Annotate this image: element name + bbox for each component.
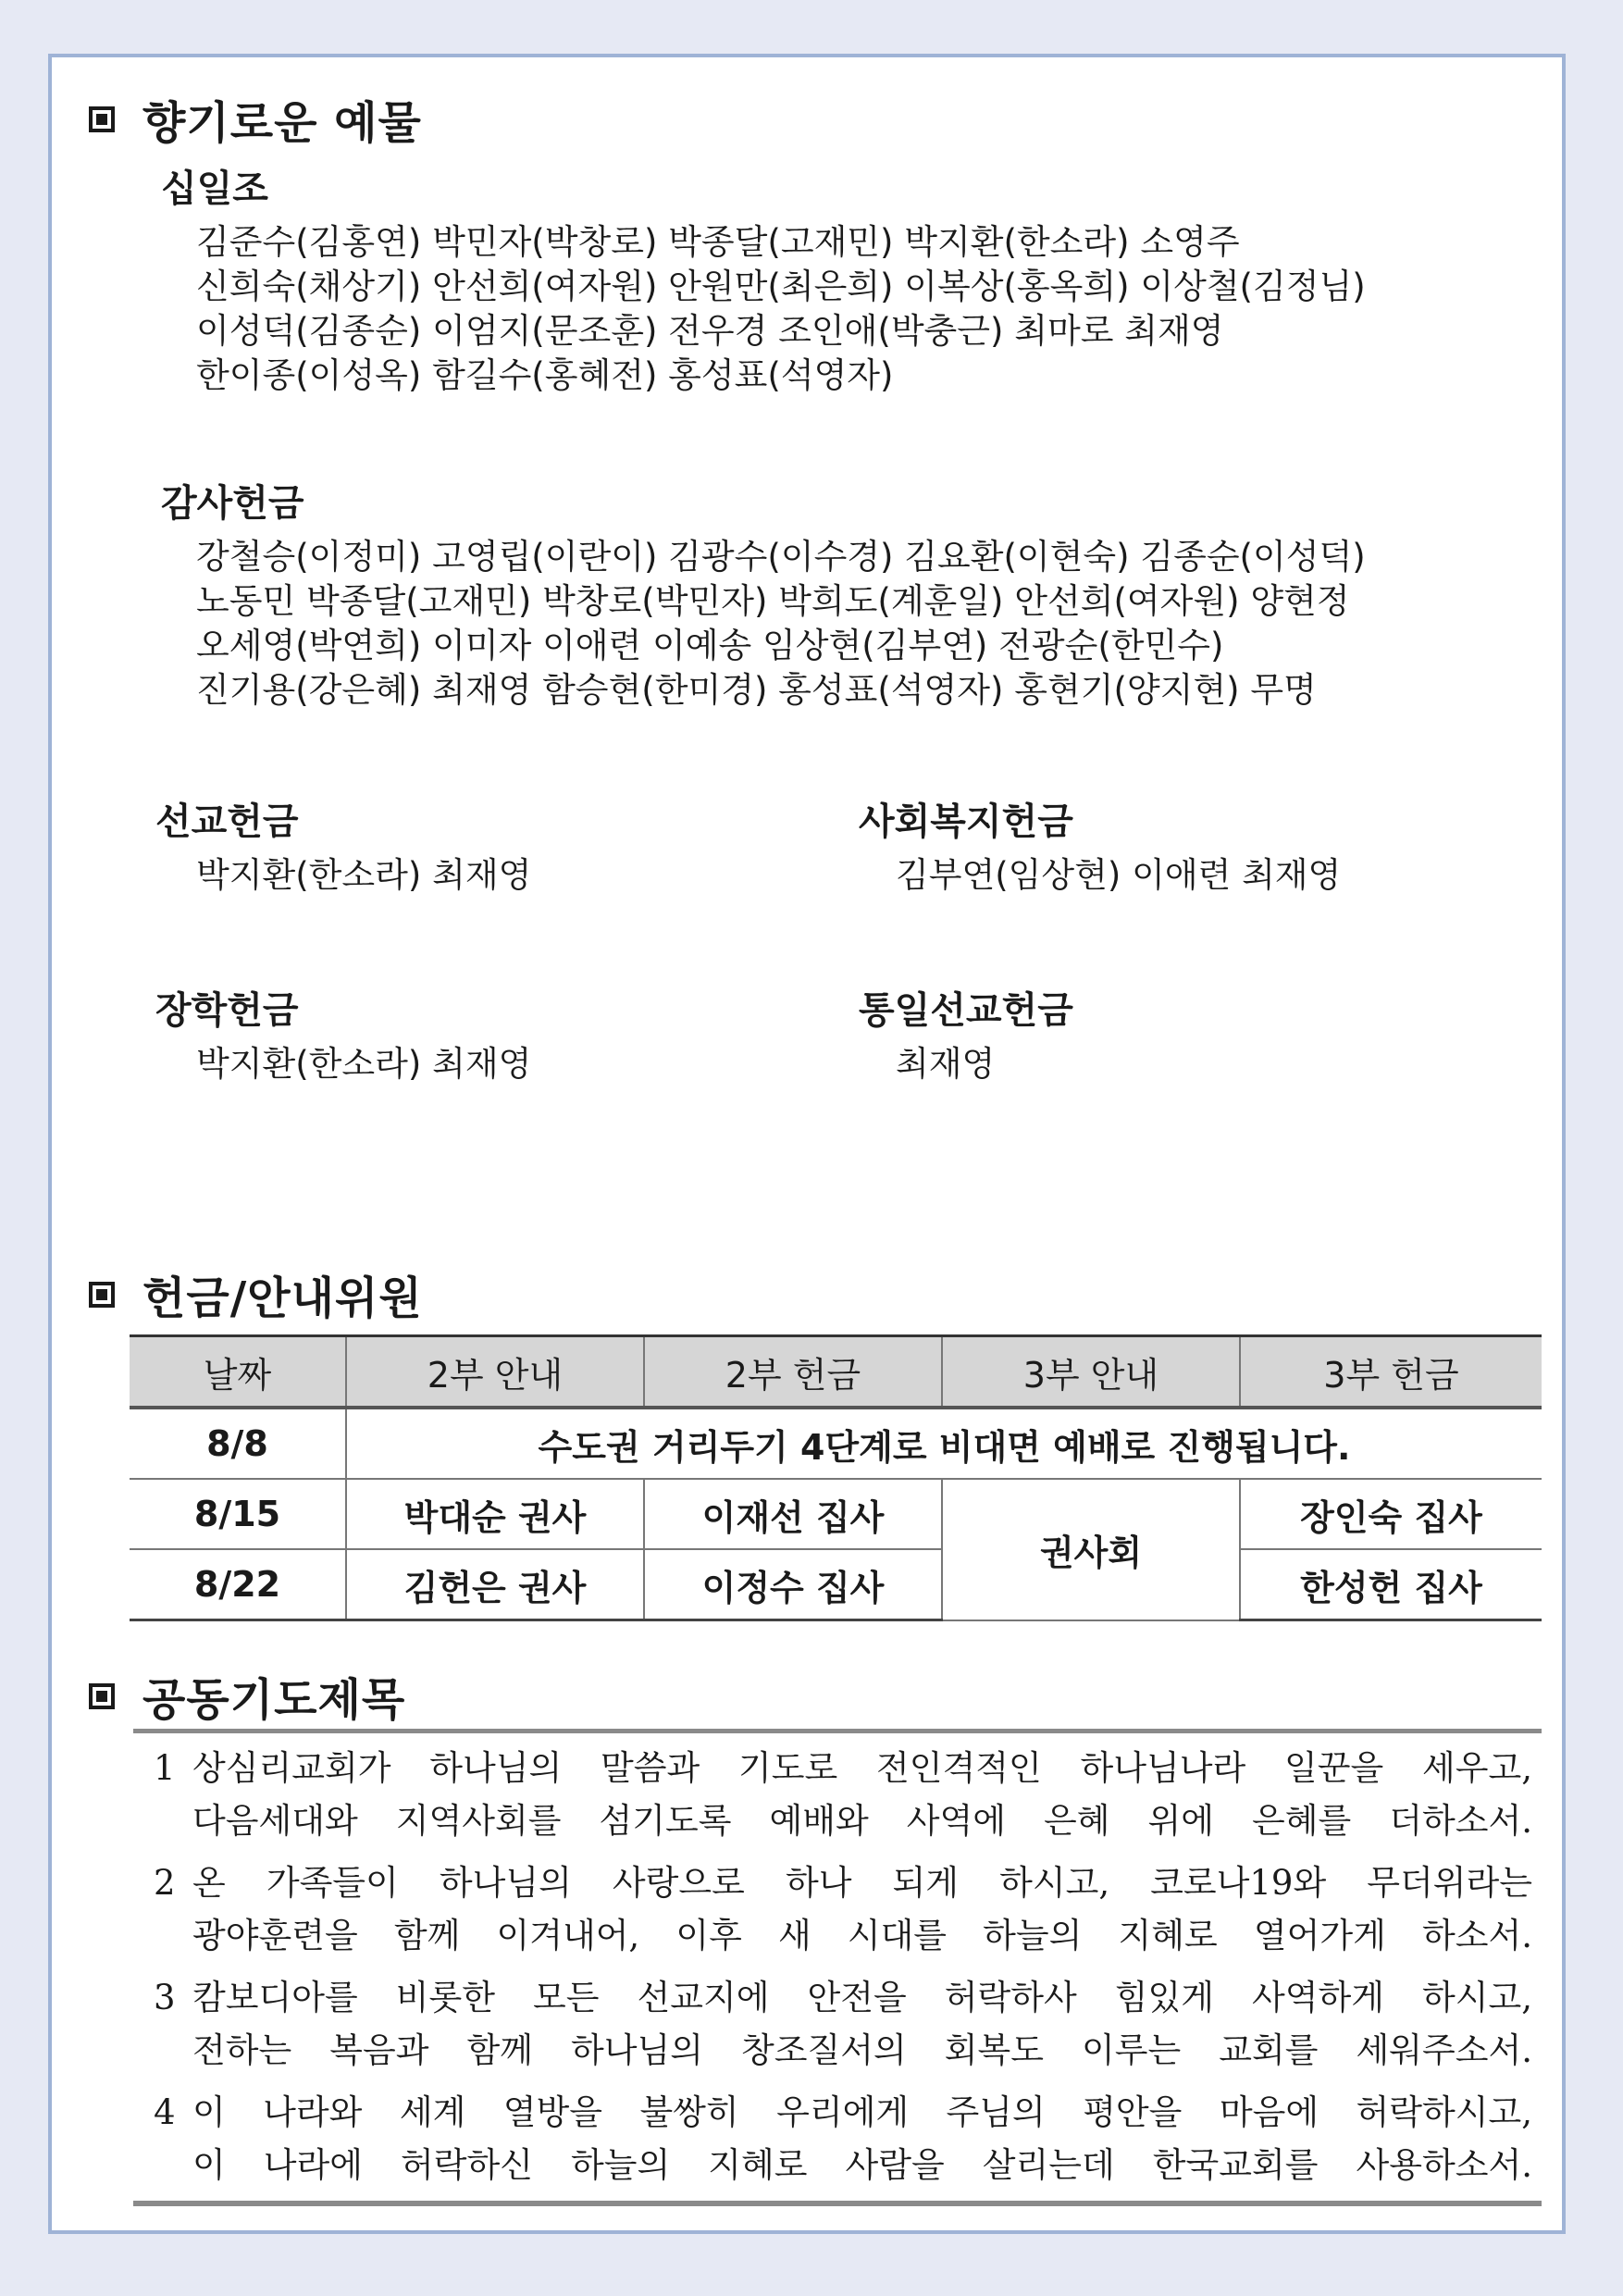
guide3-cell: 권사회: [942, 1479, 1240, 1620]
thanks-line: 진기용(강은혜) 최재영 함승현(한미경) 홍성표(석영자) 홍현기(양지현) 무명: [196, 670, 1317, 710]
table-row: [130, 1408, 1542, 1479]
prayer-text: [192, 1856, 1532, 1962]
offer2-cell: 이정수 집사: [644, 1549, 942, 1620]
tithe-line: 신희숙(채상기) 안선희(여자원) 안원만(최은희) 이복상(홍옥희) 이상철(김정님): [196, 267, 1366, 306]
scholarship-heading: 장학헌금: [155, 989, 299, 1032]
prayer-list: [154, 1742, 1532, 2201]
guide2-cell: 김헌은 권사: [346, 1549, 644, 1620]
welfare-heading: 사회복지헌금: [859, 800, 1073, 843]
square-bullet-icon: [89, 1683, 115, 1709]
mission-heading: 선교헌금: [155, 800, 299, 843]
column-header: 날짜: [130, 1336, 346, 1409]
tithe-line: 이성덕(김종순) 이엄지(문조훈) 전우경 조인애(박충근) 최마로 최재영: [196, 311, 1224, 351]
date-cell: 8/22: [130, 1549, 346, 1620]
tithe-heading: 십일조: [161, 168, 268, 210]
prayer-section-title: [89, 1664, 405, 1728]
prayer-top-rule: [133, 1729, 1542, 1733]
tithe-line: 한이종(이성옥) 함길수(홍혜전) 홍성표(석영자): [196, 355, 894, 395]
thanks-names: [196, 535, 1366, 713]
thanks-line: 강철승(이정미) 고영립(이란이) 김광수(이수경) 김요환(이현숙) 김종순(이성덕): [196, 537, 1366, 577]
prayer-line: 이 나라와 세계 열방을 불쌍히 우리에게 주님의 평안을 마음에 허락하시고,: [192, 2092, 1532, 2132]
prayer-line: 이 나라에 허락하신 하늘의 지혜로 사람을 살리는데 한국교회를 사용하소서.: [192, 2145, 1532, 2185]
prayer-line: 온 가족들이 하나님의 사랑으로 하나 되게 하시고, 코로나19와 무더위라는: [192, 1863, 1532, 1903]
prayer-number: 1: [154, 1748, 176, 1788]
prayer-text: [192, 1742, 1532, 1847]
prayer-number: 3: [154, 1978, 176, 2017]
table-row: [130, 1479, 1542, 1549]
bulletin-page: [48, 54, 1566, 2234]
square-bullet-icon: [89, 106, 115, 132]
prayer-bottom-rule: [133, 2201, 1542, 2206]
prayer-number: 2: [154, 1863, 176, 1903]
tithe-line: 김준수(김홍연) 박민자(박창로) 박종달(고재민) 박지환(한소라) 소영주: [196, 222, 1240, 262]
thanks-heading: 감사헌금: [161, 482, 304, 525]
column-header: 3부 헌금: [1240, 1336, 1542, 1409]
prayer-line: 다음세대와 지역사회를 섬기도록 예배와 사역에 은혜 위에 은혜를 더하소서.: [192, 1801, 1532, 1841]
offer3-cell: 한성헌 집사: [1240, 1549, 1542, 1620]
date-cell: 8/8: [130, 1408, 346, 1479]
usher-schedule-table: [130, 1334, 1542, 1621]
prayer-line: 상심리교회가 하나님의 말씀과 기도로 전인격적인 하나님나라 일꾼을 세우고,: [192, 1748, 1532, 1788]
offer2-cell: 이재선 집사: [644, 1479, 942, 1549]
unification-heading: 통일선교헌금: [859, 989, 1073, 1032]
scholarship-names: 박지환(한소라) 최재영: [196, 1044, 532, 1084]
ushers-section-title: [89, 1262, 423, 1326]
list-item: [154, 1742, 1532, 1847]
prayer-line: 캄보디아를 비롯한 모든 선교지에 안전을 허락하사 힘있게 사역하게 하시고,: [192, 1978, 1532, 2017]
table-row: [130, 1549, 1542, 1620]
offering-title-text: 향기로운 예물: [142, 97, 422, 149]
tithe-names: [196, 220, 1366, 398]
list-item: [154, 1971, 1532, 2077]
prayer-title-text: 공동기도제목: [142, 1674, 406, 1726]
thanks-line: 노동민 박종달(고재민) 박창로(박민자) 박희도(계훈일) 안선희(여자원) 양현정: [196, 581, 1350, 621]
notice-cell: 수도권 거리두기 4단계로 비대면 예배로 진행됩니다.: [346, 1408, 1542, 1479]
prayer-line: 광야훈련을 함께 이겨내어, 이후 새 시대를 하늘의 지혜로 열어가게 하소서.: [192, 1916, 1532, 1955]
date-cell: 8/15: [130, 1479, 346, 1549]
column-header: 2부 안내: [346, 1336, 644, 1409]
table-header-row: [130, 1336, 1542, 1409]
guide2-cell: 박대순 권사: [346, 1479, 644, 1549]
prayer-number: 4: [154, 2092, 176, 2132]
prayer-text: [192, 1971, 1532, 2077]
prayer-line: 전하는 복음과 함께 하나님의 창조질서의 회복도 이루는 교회를 세워주소서.: [192, 2030, 1532, 2070]
list-item: [154, 1856, 1532, 1962]
welfare-names: 김부연(임상현) 이애련 최재영: [896, 855, 1342, 895]
mission-names: 박지환(한소라) 최재영: [196, 855, 532, 895]
prayer-text: [192, 2086, 1532, 2191]
unification-names: 최재영: [896, 1044, 996, 1084]
offering-section-title: [89, 87, 422, 151]
ushers-title-text: 헌금/안내위원: [142, 1272, 423, 1324]
offer3-cell: 장인숙 집사: [1240, 1479, 1542, 1549]
column-header: 2부 헌금: [644, 1336, 942, 1409]
square-bullet-icon: [89, 1282, 115, 1308]
thanks-line: 오세영(박연희) 이미자 이애련 이예송 임상현(김부연) 전광순(한민수): [196, 626, 1224, 665]
list-item: [154, 2086, 1532, 2191]
column-header: 3부 안내: [942, 1336, 1240, 1409]
